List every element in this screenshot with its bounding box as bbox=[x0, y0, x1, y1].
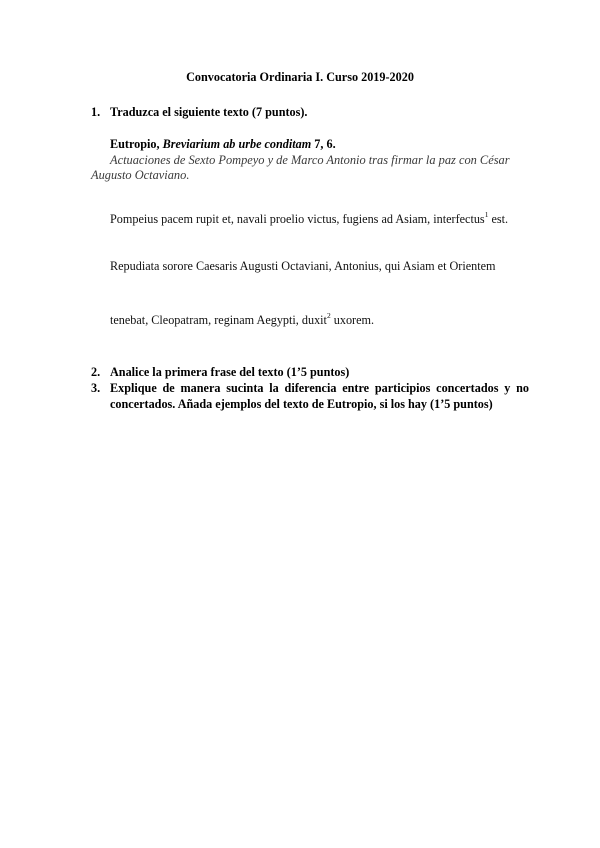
text-subtitle-line2: Augusto Octaviano. bbox=[91, 168, 190, 182]
latin-line-2-text: Repudiata sorore Caesaris Augusti Octaviani, Antonius, qui Asiam et Orientem bbox=[110, 259, 496, 273]
latin-line-1-end: est. bbox=[488, 212, 509, 226]
latin-line-1 bbox=[110, 212, 508, 227]
question-1-number: 1. bbox=[91, 105, 101, 119]
footnote-marker-2: 2 bbox=[326, 311, 331, 320]
text-subtitle-line1: Actuaciones de Sexto Pompeyo y de Marco Antonio tras firmar la paz con César bbox=[110, 153, 510, 167]
question-3-number: 3. bbox=[91, 381, 101, 395]
question-2-text: Analice la primera frase del texto (1’5 puntos) bbox=[110, 365, 350, 379]
latin-line-2 bbox=[110, 259, 496, 274]
latin-line-3 bbox=[110, 313, 374, 328]
question-2-number: 2. bbox=[91, 365, 101, 379]
latin-line-3-end: uxorem. bbox=[330, 313, 375, 327]
source-author: Eutropio, bbox=[110, 137, 163, 151]
source-reference bbox=[110, 137, 336, 152]
latin-line-1-text: Pompeius pacem rupit et, navali proelio victus, fugiens ad Asiam, interfectus bbox=[110, 212, 485, 226]
footnote-marker-1: 1 bbox=[484, 210, 489, 219]
question-1-text: Traduzca el siguiente texto (7 puntos). bbox=[110, 105, 308, 119]
latin-line-3-text: tenebat, Cleopatram, reginam Aegypti, duxit bbox=[110, 313, 327, 327]
question-3-text: Explique de manera sucinta la diferencia entre participios concertados y no concertados. Añada ejemplos del texto de Eutropio, si los hay (1’5 puntos) bbox=[110, 381, 529, 412]
exam-title: Convocatoria Ordinaria I. Curso 2019-2020 bbox=[186, 70, 414, 84]
source-work: Breviarium ab urbe conditam bbox=[162, 137, 312, 151]
source-ref: 7, 6. bbox=[311, 137, 336, 151]
